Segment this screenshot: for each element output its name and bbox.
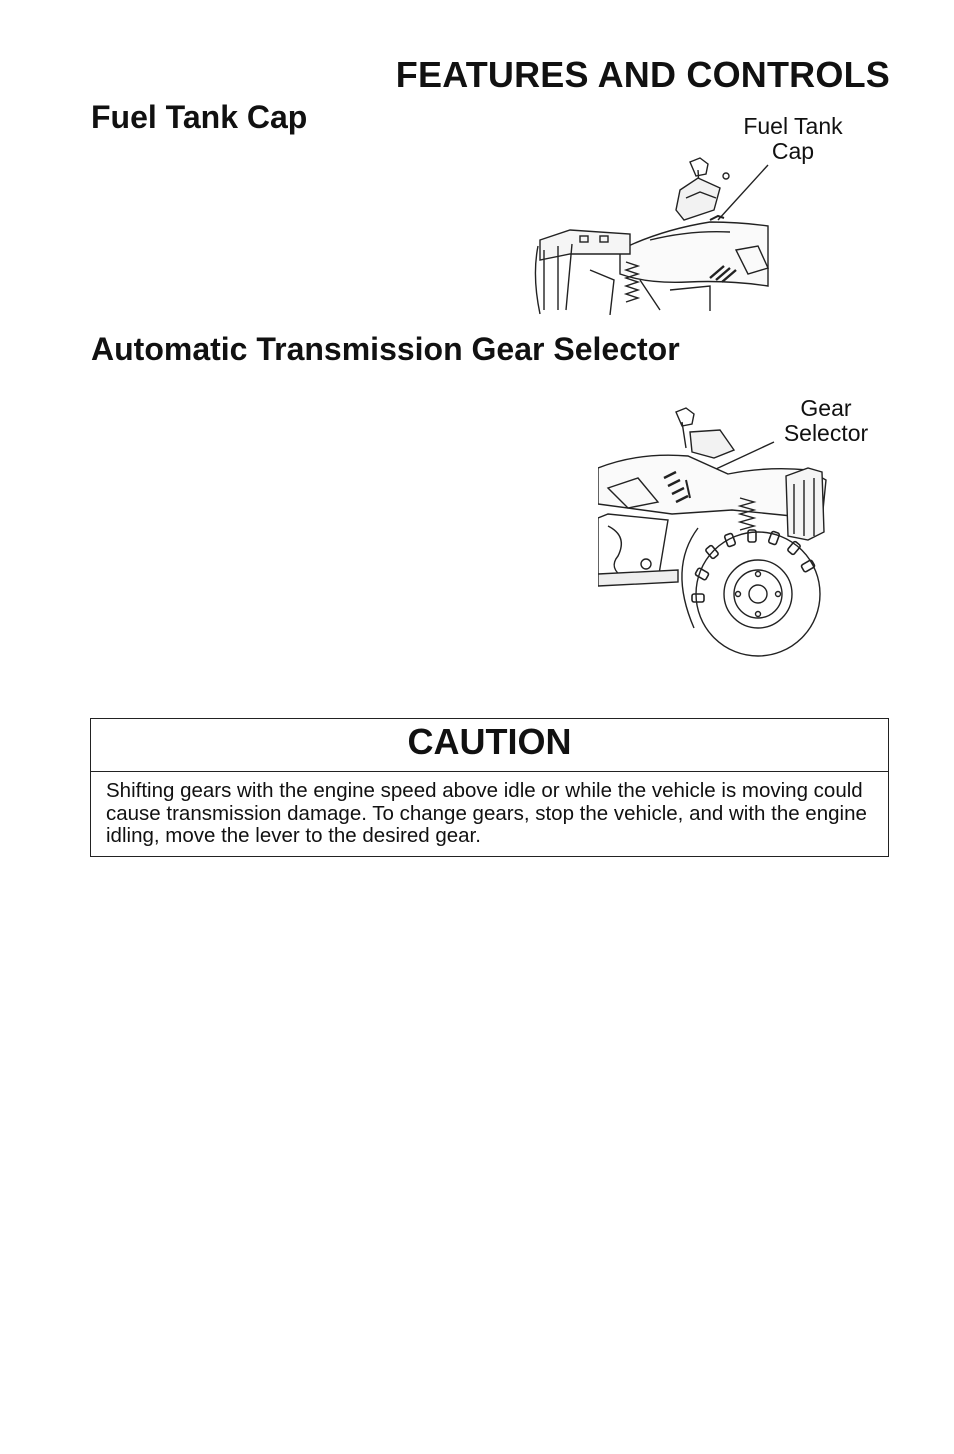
caution-text: Shifting gears with the engine speed above idle or while the vehicle is moving could cause transmission damage. To change gears, stop the vehicle, and with the engine idling, move the lever to the desired gear. bbox=[106, 779, 867, 847]
gear-selector-heading: Automatic Transmission Gear Selector bbox=[91, 331, 680, 367]
caution-box bbox=[90, 718, 889, 857]
atv-gear-selector-illustration bbox=[598, 398, 848, 658]
gear-selector-callout-line2: Selector bbox=[783, 420, 869, 446]
gear-selector-callout-line1: Gear bbox=[800, 395, 852, 421]
fuel-tank-callout-line2: Cap bbox=[771, 138, 815, 164]
caution-title: CAUTION bbox=[91, 719, 888, 772]
fuel-tank-callout-line1: Fuel Tank bbox=[743, 113, 843, 139]
fuel-tank-cap-heading: Fuel Tank Cap bbox=[91, 99, 308, 135]
page-title: FEATURES AND CONTROLS bbox=[395, 54, 890, 95]
atv-fuel-tank-illustration bbox=[530, 150, 780, 315]
